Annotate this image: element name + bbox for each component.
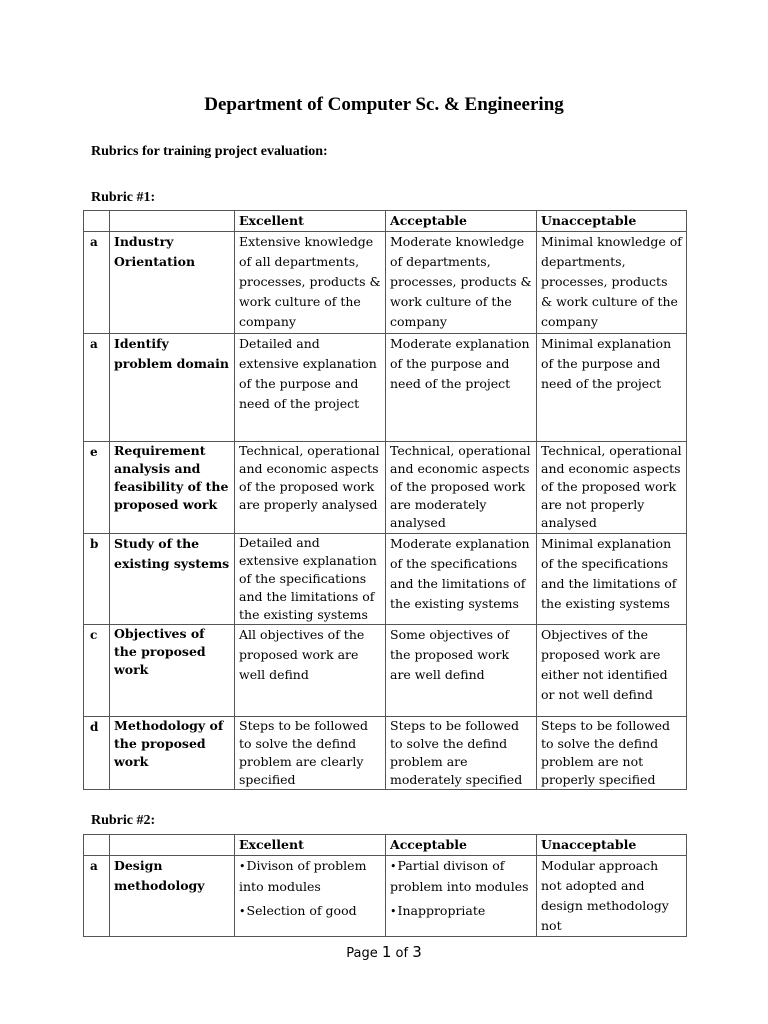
acceptable-cell: Moderate knowledge of departments, processes, products & work culture of the company: [386, 232, 537, 334]
acceptable-cell: Moderate explanation of the purpose and need of the project: [386, 334, 537, 442]
footer-page-number: 1: [381, 943, 392, 961]
criterion-cell: Requirement analysis and feasibility of the proposed work: [110, 442, 235, 534]
table-row: [84, 442, 687, 534]
acceptable-cell: Moderate explanation of the specifications and the limitations of the existing systems: [386, 534, 537, 625]
header-blank: [84, 835, 110, 856]
criterion-cell: Identify problem domain: [110, 334, 235, 442]
rubric-1-label: Rubric #1:: [91, 190, 156, 205]
table-row: [84, 232, 687, 334]
row-index: c: [84, 625, 110, 717]
rubric-1-table: [83, 210, 687, 790]
unacceptable-cell: Minimal explanation of the purpose and need of the project: [537, 334, 687, 442]
row-index: b: [84, 534, 110, 625]
unacceptable-cell: Technical, operational and economic aspects of the proposed work are not properly analysed: [537, 442, 687, 534]
criterion-cell: Study of the existing systems: [110, 534, 235, 625]
table-header-row: [84, 211, 687, 232]
excellent-cell: [235, 856, 386, 937]
page-title: Department of Computer Sc. & Engineering: [204, 94, 564, 115]
excellent-cell: Detailed and extensive explanation of the specifications and the limitations of the existing systems: [235, 534, 386, 625]
table-row: [84, 334, 687, 442]
header-blank: [84, 211, 110, 232]
table-header-row: [84, 835, 687, 856]
header-excellent: Excellent: [235, 835, 386, 856]
footer-total-pages: 3: [412, 943, 422, 961]
bullet-item: • Selection of good: [239, 901, 381, 922]
bullet-item: • Inappropriate: [390, 901, 532, 922]
header-excellent: Excellent: [235, 211, 386, 232]
excellent-cell: Technical, operational and economic aspects of the proposed work are properly analysed: [235, 442, 386, 534]
acceptable-cell: [386, 856, 537, 937]
acceptable-cell: Technical, operational and economic aspects of the proposed work are moderately analysed: [386, 442, 537, 534]
unacceptable-cell: Modular approach not adopted and design methodology not: [537, 856, 687, 937]
unacceptable-cell: Minimal explanation of the specifications and the limitations of the existing systems: [537, 534, 687, 625]
bullet-item: • Divison of problem into modules: [239, 856, 381, 897]
table-row: [84, 625, 687, 717]
footer-prefix: Page: [346, 946, 378, 961]
unacceptable-cell: Minimal knowledge of departments, processes, products & work culture of the company: [537, 232, 687, 334]
row-index: a: [84, 232, 110, 334]
criterion-cell: Industry Orientation: [110, 232, 235, 334]
page-footer: [0, 943, 768, 961]
bullet-item: • Partial divison of problem into modules: [390, 856, 532, 897]
acceptable-cell: Steps to be followed to solve the defind problem are moderately specified: [386, 717, 537, 790]
unacceptable-cell: Steps to be followed to solve the defind problem are not properly specified: [537, 717, 687, 790]
excellent-cell: Steps to be followed to solve the defind problem are clearly specified: [235, 717, 386, 790]
excellent-cell: Detailed and extensive explanation of the purpose and need of the project: [235, 334, 386, 442]
header-unacceptable: Unacceptable: [537, 211, 687, 232]
header-acceptable: Acceptable: [386, 835, 537, 856]
table-row: [84, 856, 687, 937]
row-index: a: [84, 856, 110, 937]
criterion-cell: Objectives of the proposed work: [110, 625, 235, 717]
footer-of: of: [395, 946, 409, 961]
excellent-cell: All objectives of the proposed work are well defind: [235, 625, 386, 717]
row-index: d: [84, 717, 110, 790]
row-index: a: [84, 334, 110, 442]
table-row: [84, 534, 687, 625]
acceptable-cell: Some objectives of the proposed work are well defind: [386, 625, 537, 717]
criterion-cell: Methodology of the proposed work: [110, 717, 235, 790]
header-acceptable: Acceptable: [386, 211, 537, 232]
header-blank: [110, 211, 235, 232]
document-subtitle: Rubrics for training project evaluation:: [91, 144, 328, 159]
unacceptable-cell: Objectives of the proposed work are either not identified or not well defind: [537, 625, 687, 717]
criterion-cell: Design methodology: [110, 856, 235, 937]
row-index: e: [84, 442, 110, 534]
table-row: [84, 717, 687, 790]
rubric-2-label: Rubric #2:: [91, 813, 156, 828]
header-unacceptable: Unacceptable: [537, 835, 687, 856]
header-blank: [110, 835, 235, 856]
rubric-2-table: [83, 834, 687, 937]
excellent-cell: Extensive knowledge of all departments, processes, products & work culture of the company: [235, 232, 386, 334]
